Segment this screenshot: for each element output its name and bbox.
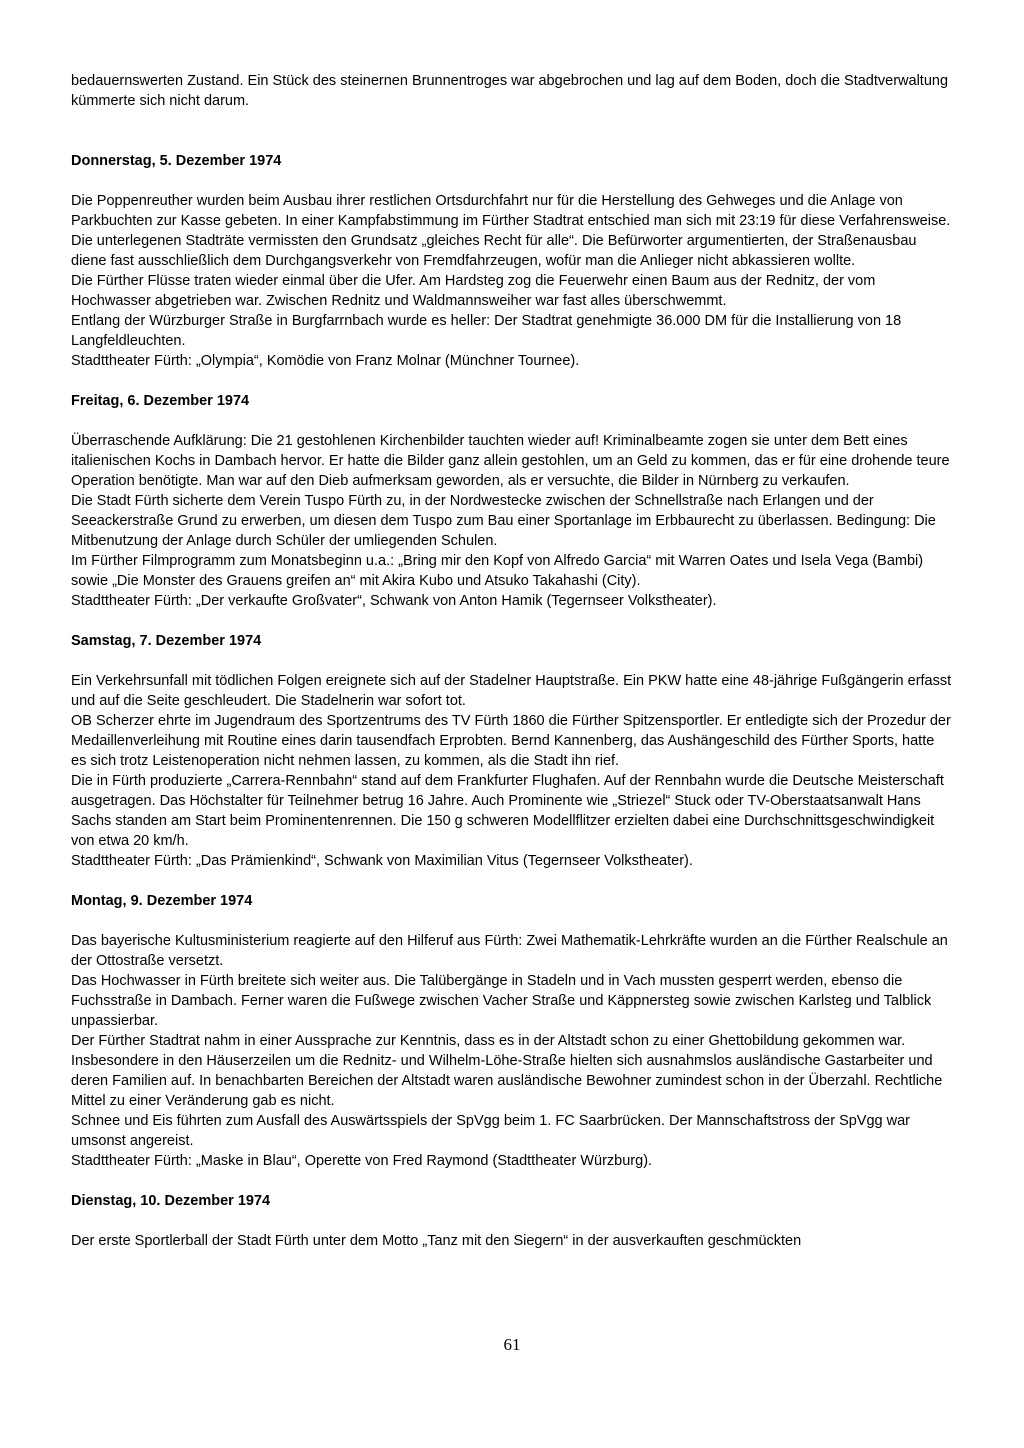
paragraph: Der Fürther Stadtrat nahm in einer Aussprache zur Kenntnis, dass es in der Altstadt schon zu einer Ghettobildung gekommen war. Insbesondere in den Häuserzeilen um die Rednitz- und Wilhelm-Löhe-Straße hielten sich ausnahmslos ausländische Gastarbeiter und deren Familien auf. In benachbarten Bereichen der Altstadt waren ausländische Bewohner zumindest schon in der Überzahl. Rechtliche Mittel zu einer Veränderung gab es nicht.	[71, 1033, 943, 1109]
paragraph: Überraschende Aufklärung: Die 21 gestohlenen Kirchenbilder tauchten wieder auf! Kriminalbeamte zogen sie unter dem Bett eines italienischen Kochs in Dambach hervor. Er hatte die Bilder ganz allein gestohlen, um an Geld zu kommen, das er für eine drohende teure Operation benötigte. Man war auf den Dieb aufmerksam geworden, als er versuchte, die Bilder in Nürnberg zu verkaufen.	[71, 433, 950, 489]
section-heading-montag: Montag, 9. Dezember 1974	[71, 893, 253, 909]
continuation-paragraph: bedauernswerten Zustand. Ein Stück des steinernen Brunnentroges war abgebrochen und lag auf dem Boden, doch die Stadtverwaltung kümmerte sich nicht darum.	[71, 73, 949, 109]
paragraph: Die Fürther Flüsse traten wieder einmal über die Ufer. Am Hardsteg zog die Feuerwehr einen Baum aus der Rednitz, der vom Hochwasser abgetrieben war. Zwischen Rednitz und Waldmannsweiher war fast alles überschwemmt.	[71, 273, 876, 309]
section-heading-dienstag: Dienstag, 10. Dezember 1974	[71, 1193, 271, 1209]
paragraph: Stadttheater Fürth: „Maske in Blau“, Operette von Fred Raymond (Stadttheater Würzburg).	[71, 1153, 653, 1169]
page-number: 61	[503, 1335, 521, 1354]
paragraph: Stadttheater Fürth: „Der verkaufte Großvater“, Schwank von Anton Hamik (Tegernseer Volkstheater).	[71, 593, 717, 609]
paragraph: Ein Verkehrsunfall mit tödlichen Folgen ereignete sich auf der Stadelner Hauptstraße. Ein PKW hatte eine 48-jährige Fußgängerin erfasst und auf die Seite geschleudert. Die Stadelnerin war sofort tot.	[71, 673, 952, 709]
section-heading-donnerstag: Donnerstag, 5. Dezember 1974	[71, 153, 282, 169]
paragraph: Das bayerische Kultusministerium reagierte auf den Hilferuf aus Fürth: Zwei Mathematik-Lehrkräfte wurden an die Fürther Realschule an der Ottostraße versetzt.	[71, 933, 948, 969]
paragraph: Entlang der Würzburger Straße in Burgfarrnbach wurde es heller: Der Stadtrat genehmigte 36.000 DM für die Installierung von 18 Langfeldleuchten.	[71, 313, 902, 349]
paragraph: OB Scherzer ehrte im Jugendraum des Sportzentrums des TV Fürth 1860 die Fürther Spitzensportler. Er entledigte sich der Prozedur der Medaillenverleihung mit Routine eines darin tausendfach Erprobten. Bernd Kannenberg, das Aushängeschild des Fürther Sports, hatte es sich trotz Leistenoperation nicht nehmen lassen, zu kommen, als die Stadt ihn rief.	[71, 713, 951, 769]
paragraph: Der erste Sportlerball der Stadt Fürth unter dem Motto „Tanz mit den Siegern“ in der ausverkauften geschmückten	[71, 1233, 802, 1249]
paragraph: Stadttheater Fürth: „Das Prämienkind“, Schwank von Maximilian Vitus (Tegernseer Volkstheater).	[71, 853, 693, 869]
document-page	[71, 71, 953, 1251]
paragraph: Schnee und Eis führten zum Ausfall des Auswärtsspiels der SpVgg beim 1. FC Saarbrücken. Der Mannschaftstross der SpVgg war umsonst angereist.	[71, 1113, 910, 1149]
paragraph: Die Stadt Fürth sicherte dem Verein Tuspo Fürth zu, in der Nordwestecke zwischen der Schnellstraße nach Erlangen und der Seeackerstraße Grund zu erwerben, um diesen dem Tuspo zum Bau einer Sportanlage im Erbbaurecht zu überlassen. Bedingung: Die Mitbenutzung der Anlage durch Schüler der umliegenden Schulen.	[71, 493, 936, 549]
paragraph: Stadttheater Fürth: „Olympia“, Komödie von Franz Molnar (Münchner Tournee).	[71, 353, 580, 369]
paragraph: Im Fürther Filmprogramm zum Monatsbeginn u.a.: „Bring mir den Kopf von Alfredo Garcia“ mit Warren Oates und Isela Vega (Bambi) sowie „Die Monster des Grauens greifen an“ mit Akira Kubo und Atsuko Takahashi (City).	[71, 553, 924, 589]
paragraph: Die Poppenreuther wurden beim Ausbau ihrer restlichen Ortsdurchfahrt nur für die Herstellung des Gehweges und die Anlage von Parkbuchten zur Kasse gebeten. In einer Kampfabstimmung im Fürther Stadtrat entschied man sich mit 23:19 für diese Verfahrensweise. Die unterlegenen Stadträte vermissten den Grundsatz „gleiches Recht für alle“. Die Befürworter argumentierten, der Straßenausbau diene fast ausschließlich dem Durchgangsverkehr von Fremdfahrzeugen, wofür man die Anlieger nicht abkassieren wollte.	[71, 193, 951, 269]
section-heading-freitag: Freitag, 6. Dezember 1974	[71, 393, 250, 409]
paragraph: Die in Fürth produzierte „Carrera-Rennbahn“ stand auf dem Frankfurter Flughafen. Auf der Rennbahn wurde die Deutsche Meisterschaft ausgetragen. Das Höchstalter für Teilnehmer betrug 16 Jahre. Auch Prominente wie „Striezel“ Stuck oder TV-Oberstaatsanwalt Hans Sachs standen am Start beim Prominentenrennen. Die 150 g schweren Modellflitzer erzielten dabei eine Durchschnittsgeschwindigkeit von etwa 20 km/h.	[71, 773, 944, 849]
paragraph: Das Hochwasser in Fürth breitete sich weiter aus. Die Talübergänge in Stadeln und in Vach mussten gesperrt werden, ebenso die Fuchsstraße in Dambach. Ferner waren die Fußwege zwischen Vacher Straße und Käppnersteg sowie zwischen Karlsteg und Talblick unpassierbar.	[71, 973, 932, 1029]
section-heading-samstag: Samstag, 7. Dezember 1974	[71, 633, 262, 649]
